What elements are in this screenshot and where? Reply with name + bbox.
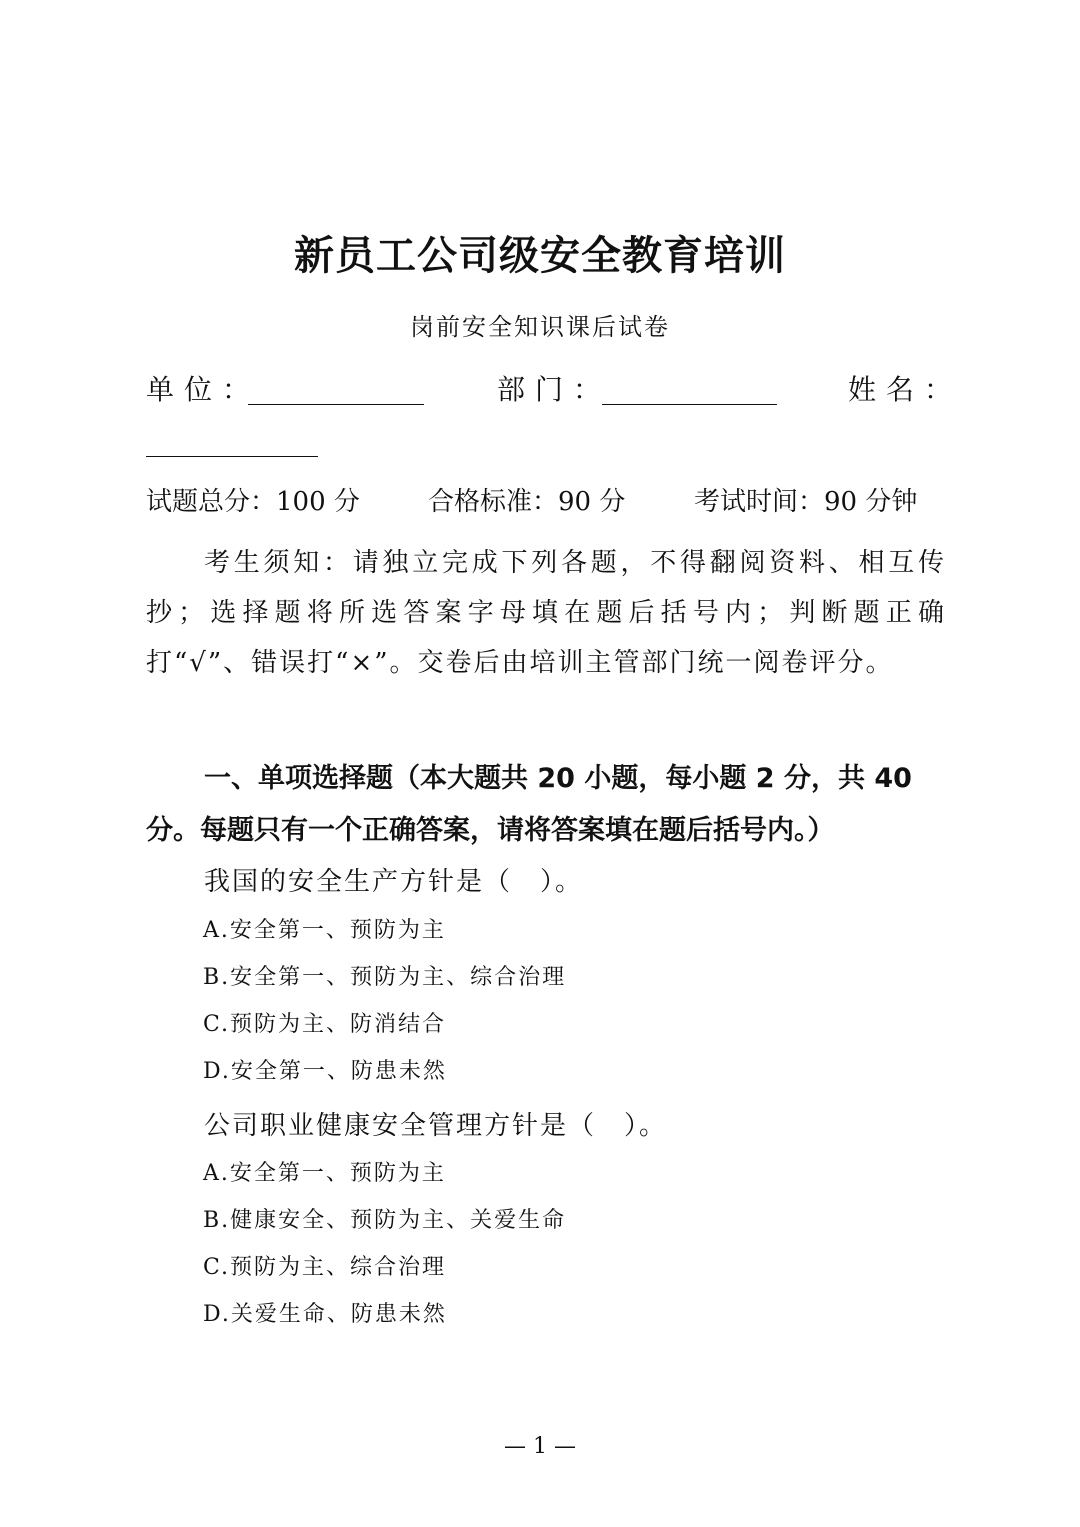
pass-standard: 合格标准：90 分 [428,487,626,517]
name-label: 姓名： [848,373,963,406]
question-2-option-c: C.预防为主、综合治理 [203,1255,447,1280]
page-number: — 1 — [504,1434,576,1459]
exam-notice-text: 考生须知：请独立完成下列各题，不得翻阅资料、相互传抄；选择题将所选答案字母填在题后括号内；判断题正确打“√”、错误打“×”。交卷后由培训主管部门统一阅卷评分。 [146,548,946,678]
question-1-option-b: B.安全第一、预防为主、综合治理 [203,965,567,990]
total-score: 试题总分：100 分 [146,487,360,517]
department-label: 部门： [497,373,612,406]
exam-notice [146,538,946,688]
section-one-heading-text: 一、单项选择题（本大题共 20 小题，每小题 2 分，共 40 分。每题只有一个正确答案，请将答案填在题后括号内。） [146,763,912,846]
question-2-option-d: D.关爱生命、防患未然 [203,1302,447,1327]
question-2: 公司职业健康安全管理方针是（ ）。 [204,1111,668,1141]
unit-blank[interactable] [248,404,424,405]
unit-label: 单位： [146,373,261,406]
question-2-option-a: A.安全第一、预防为主 [203,1161,446,1186]
question-2-option-b: B.健康安全、预防为主、关爱生命 [203,1208,567,1233]
department-blank[interactable] [602,404,777,405]
question-1-option-a: A.安全第一、预防为主 [203,918,446,943]
question-1-option-d: D.安全第一、防患未然 [203,1059,447,1084]
document-subtitle: 岗前安全知识课后试卷 [410,313,670,341]
section-one-heading [146,753,946,857]
document-title: 新员工公司级安全教育培训 [294,233,786,279]
question-1: 我国的安全生产方针是（ ）。 [204,867,584,897]
exam-time: 考试时间：90 分钟 [694,487,918,517]
name-blank[interactable] [146,456,318,457]
question-1-option-c: C.预防为主、防消结合 [203,1012,447,1037]
